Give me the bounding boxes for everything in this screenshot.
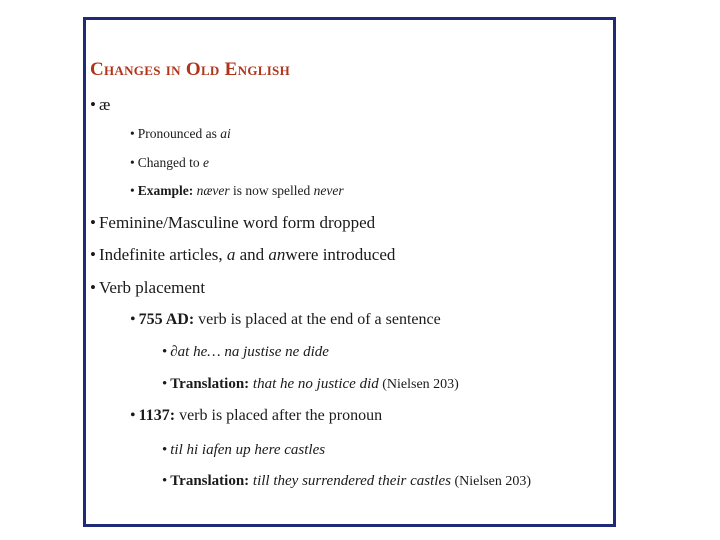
bullet-marker: • <box>162 473 168 489</box>
bullet-feminine <box>90 213 375 233</box>
bullet-1137-translation <box>162 473 531 490</box>
changed-text: Changed to <box>137 155 203 170</box>
755-example-text: ∂at he… na justise ne dide <box>170 344 329 360</box>
bullet-marker: • <box>162 344 168 360</box>
bullet-marker: • <box>90 95 96 114</box>
article-an: an <box>268 245 286 264</box>
bullet-changed <box>130 155 209 171</box>
1137-source: (Nielsen 203) <box>450 474 532 489</box>
bullet-marker: • <box>90 245 96 264</box>
example-word-new: never <box>313 183 344 198</box>
feminine-text: Feminine/Masculine word form dropped <box>98 213 376 232</box>
changed-value: e <box>202 155 209 170</box>
bullet-example <box>130 183 344 199</box>
article-a: a <box>226 245 236 264</box>
bullet-marker: • <box>130 407 136 424</box>
bullet-marker: • <box>130 155 135 170</box>
bullet-marker: • <box>130 311 136 328</box>
bullet-marker: • <box>90 213 96 232</box>
bullet-marker: • <box>162 376 168 392</box>
example-label: Example: <box>137 183 194 198</box>
bullet-755-ad <box>130 311 441 329</box>
verb-text: Verb placement <box>98 278 206 297</box>
1137-translation-text: till they surrendered their castles <box>252 473 451 489</box>
bullet-marker: • <box>90 278 96 297</box>
bullet-indefinite <box>90 245 395 265</box>
bullet-pronounced <box>130 126 231 142</box>
indefinite-text-before: Indefinite articles, <box>98 245 227 264</box>
translation-label: Translation: <box>170 376 250 392</box>
indefinite-and: and <box>235 245 269 264</box>
example-word-old: næver <box>196 183 230 198</box>
indefinite-text-after: were introduced <box>285 245 396 264</box>
translation-label: Translation: <box>170 473 250 489</box>
755-source: (Nielsen 203) <box>378 377 459 392</box>
755-text: verb is placed at the end of a sentence <box>194 311 441 328</box>
bullet-1137-example <box>162 442 325 459</box>
bullet-1137 <box>130 407 382 425</box>
bullet-marker: • <box>130 126 135 141</box>
1137-example-text: til hi iafen up here castles <box>170 442 326 458</box>
bullet-755-example <box>162 344 329 361</box>
pronounced-value: ai <box>220 126 231 141</box>
bullet-marker: • <box>162 442 168 458</box>
1137-label: 1137: <box>138 407 176 424</box>
755-label: 755 AD: <box>138 311 195 328</box>
755-translation-text: that he no justice did <box>252 376 379 392</box>
example-mid: is now spelled <box>229 183 314 198</box>
1137-text: verb is placed after the pronoun <box>175 407 383 424</box>
pronounced-text: Pronounced as <box>137 126 221 141</box>
bullet-verb-placement <box>90 278 205 298</box>
slide-title: Changes in Old English <box>90 59 291 80</box>
bullet-755-translation <box>162 376 459 393</box>
bullet-marker: • <box>130 183 135 198</box>
ae-letter: æ <box>98 95 111 114</box>
bullet-ae <box>90 95 110 115</box>
